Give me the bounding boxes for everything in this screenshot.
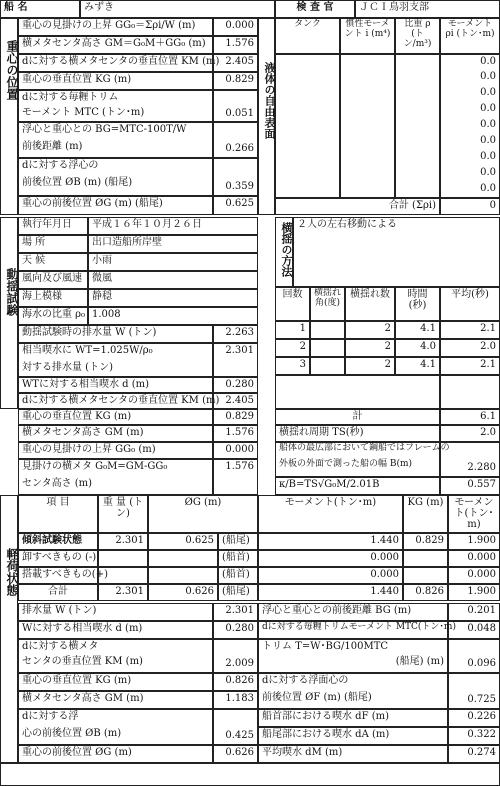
roll-breadth-label: 船体の最広部において鋼船ではフレームの bbox=[275, 442, 440, 459]
light-row-kg: 0.829 bbox=[403, 533, 448, 550]
test-gg0-value: 0.000 bbox=[213, 442, 258, 459]
light-og-header: ØG (m) bbox=[148, 495, 258, 533]
tank-total-value: 0 bbox=[440, 198, 500, 215]
roll-no-header: 回数 bbox=[275, 287, 310, 321]
center-row-label: 横メタセンタ高さ GM＝G₀M＋GG₀ (m) bbox=[18, 36, 213, 54]
light-right-label: 船尾部における喫水 dA (m) bbox=[258, 727, 448, 745]
test-kg-value: 0.829 bbox=[213, 409, 258, 425]
roll-blank-area bbox=[275, 375, 440, 409]
light-left-value: 2.009 bbox=[213, 639, 258, 673]
center-row-label: 重心の垂直位置 KG (m) bbox=[18, 72, 213, 90]
light-row-og bbox=[148, 550, 218, 567]
light-right-label: dに対する毎糎トリムモーメント MTC(トン･m) bbox=[258, 621, 448, 639]
roll-total-label: 計 bbox=[275, 409, 440, 425]
test-gg0-label: 重心の見掛けの上昇 GG₀ (m) bbox=[18, 442, 213, 459]
test-place-value: 出口造船所岸壁 bbox=[88, 235, 258, 253]
light-row-weight: 2.301 bbox=[98, 584, 148, 601]
light-right-value: 0.201 bbox=[448, 603, 500, 621]
roll-k-value: 0.557 bbox=[440, 477, 500, 495]
center-row-label: 重心の見掛けの上昇 GG₀＝Σρi/W (m) bbox=[18, 18, 213, 36]
light-right-value: 0.274 bbox=[448, 745, 500, 763]
light-left-label: 排水量 W (トン) bbox=[18, 603, 213, 621]
center-row-value: 2.405 bbox=[213, 54, 258, 72]
tank-total-label: 合計 (Σρi) bbox=[275, 198, 440, 215]
roll-breadth-value: 2.280 bbox=[440, 442, 500, 477]
test-weather-value: 小雨 bbox=[88, 253, 258, 271]
light-right-value: 0.226 bbox=[448, 709, 500, 727]
center-row-label: 前後距離 (m) bbox=[18, 140, 213, 158]
light-row-moment: 0.000 bbox=[258, 550, 403, 567]
tank-names-column bbox=[275, 54, 340, 198]
light-left-value: 0.626 bbox=[213, 745, 258, 763]
test-gm-label: 横メタセンタ高さ GM (m) bbox=[18, 425, 213, 442]
light-right-label: 平均喫水 dM (m) bbox=[258, 745, 448, 763]
test-wind-label: 風向及び風速 bbox=[18, 271, 88, 289]
test-gm-value: 1.576 bbox=[213, 425, 258, 442]
roll-period-label: 横揺れ周期 TS(秒) bbox=[275, 425, 440, 442]
light-row-item: 卸すべきもの (-) bbox=[18, 550, 98, 567]
center-row-value: 0.266 bbox=[213, 122, 258, 158]
light-left-label: Wに対する相当喫水 d (m) bbox=[18, 621, 213, 639]
light-left-label: dに対する浮 bbox=[18, 709, 213, 727]
light-row-moment2: 1.900 bbox=[448, 533, 500, 550]
roll-row-time: 4.0 bbox=[395, 339, 440, 357]
test-date-label: 執行年月日 bbox=[18, 217, 88, 235]
center-row-value: 0.625 bbox=[213, 196, 258, 215]
roll-row-avg: 2.0 bbox=[440, 339, 500, 357]
test-seawater-label: 海水の比重 ρ₀ bbox=[18, 307, 88, 325]
roll-row-time: 4.1 bbox=[395, 321, 440, 339]
ship-name-value: みずき bbox=[80, 0, 275, 18]
test-disp-value: 2.263 bbox=[213, 325, 258, 343]
light-row-weight bbox=[98, 550, 148, 567]
roll-row-no: 1 bbox=[275, 321, 310, 339]
light-moment-header: モーメント(トン･m) bbox=[258, 495, 403, 533]
roll-period-value: 2.0 bbox=[440, 425, 500, 442]
tank-rho-i-value: 0.0 bbox=[440, 150, 500, 166]
test-wt-draft-value: 0.280 bbox=[213, 377, 258, 393]
light-row-og: 0.625 bbox=[148, 533, 218, 550]
tank-header: タンク bbox=[275, 18, 340, 54]
center-row-value: 0.359 bbox=[213, 158, 258, 196]
center-row-value: 0.051 bbox=[213, 90, 258, 122]
light-right-value: 0.322 bbox=[448, 727, 500, 745]
center-row-label: 前後位置 ØB (m) (船尾) bbox=[18, 176, 213, 196]
light-left-label: 横メタセンタ高さ GM (m) bbox=[18, 691, 213, 709]
test-km-label: dに対する横メタセンタの垂直位置 KM (m) bbox=[18, 393, 213, 409]
light-right-value: 0.096 bbox=[448, 639, 500, 673]
light-row-dir: (船首) bbox=[218, 567, 258, 584]
tank-rho-i-value: 0.0 bbox=[440, 118, 500, 134]
light-left-value: 0.280 bbox=[213, 621, 258, 639]
light-right-value: 0.725 bbox=[448, 673, 500, 709]
center-row-value: 0.829 bbox=[213, 72, 258, 90]
roll-time-header: 時間(秒) bbox=[395, 287, 440, 321]
test-corr-value: 2.301 bbox=[213, 343, 258, 377]
light-section-box bbox=[0, 495, 18, 763]
tank-moment-header: 慣性モーメント i (m⁴) bbox=[340, 18, 395, 54]
light-row-moment: 0.000 bbox=[258, 567, 403, 584]
tank-rho-i-value: 0.0 bbox=[440, 86, 500, 102]
light-row-item: 搭載すべきもの(+) bbox=[18, 567, 98, 584]
light-row-og bbox=[148, 567, 218, 584]
light-right-label: dに対する浮面心の bbox=[258, 673, 448, 691]
test-disp-label: 動揺試験時の排水量 W (トン) bbox=[18, 325, 213, 343]
light-row-moment: 1.440 bbox=[258, 533, 403, 550]
tank-rho-i-value: 0.0 bbox=[440, 70, 500, 86]
light-right-label: 浮心と重心との前後距離 BG (m) bbox=[258, 603, 448, 621]
tank-density-header: 比重 ρ (トン/m³) bbox=[395, 18, 440, 54]
light-left-value: 0.826 bbox=[213, 673, 258, 691]
light-left-label: dに対する横メタ bbox=[18, 639, 213, 655]
roll-k-label: κ/B=TS√G₀M/2.01B bbox=[275, 477, 440, 495]
light-row-moment: 1.440 bbox=[258, 584, 403, 601]
tank-rho-i-header: モーメント ρi (トン･m) bbox=[440, 18, 500, 54]
light-weight-header: 重 量 (トン) bbox=[98, 495, 148, 533]
method-label: 横揺の方法 bbox=[280, 222, 293, 277]
light-row-dir: (船首) bbox=[218, 550, 258, 567]
light-row-dir: (船尾) bbox=[218, 584, 258, 601]
test-date-value: 平成１６年１０月２６日 bbox=[88, 217, 258, 235]
light-kg-header: KG (m) bbox=[403, 495, 448, 533]
test-sea-label: 海上模様 bbox=[18, 289, 88, 307]
center-row-label: dに対する横メタセンタの垂直位置 KM (m) bbox=[18, 54, 213, 72]
test-seawater-value: 1.008 bbox=[88, 307, 258, 325]
light-left-value: 0.425 bbox=[213, 709, 258, 745]
light-row-weight: 2.301 bbox=[98, 533, 148, 550]
light-row-item: 傾斜試験状態 bbox=[18, 533, 98, 550]
test-wt-draft-label: WTに対する相当喫水 d (m) bbox=[18, 377, 213, 393]
test-g0m-label: 見掛けの横メタ G₀M=GM-GG₀ bbox=[18, 459, 213, 477]
light-row-moment2: 0.000 bbox=[448, 567, 500, 584]
test-g0m-label2: センタ高さ (m) bbox=[18, 477, 213, 495]
light-row-kg: 0.826 bbox=[403, 584, 448, 601]
roll-angle-header: 横揺れ角(度) bbox=[310, 287, 345, 321]
test-corr-label2: 対する排水量 (トン) bbox=[18, 361, 213, 377]
light-left-value: 2.301 bbox=[213, 603, 258, 621]
test-km-value: 2.405 bbox=[213, 393, 258, 409]
roll-blank-area-right bbox=[440, 375, 500, 409]
method-value: ２人の左右移動による bbox=[293, 217, 500, 287]
light-left-value: 1.183 bbox=[213, 691, 258, 709]
test-wind-value: 微風 bbox=[88, 271, 258, 289]
inspector-value: ＪＣＩ鳥羽支部 bbox=[355, 0, 500, 18]
roll-row-no: 3 bbox=[275, 357, 310, 375]
center-row-label: モーメント MTC (トン･m) bbox=[18, 106, 213, 122]
roll-row-avg: 2.1 bbox=[440, 357, 500, 375]
test-corr-label: 相当喫水に WT=1.025W/ρ₀ bbox=[18, 343, 213, 361]
light-left-label: 重心の垂直位置 KG (m) bbox=[18, 673, 213, 691]
tank-rho-i-value: 0.0 bbox=[440, 54, 500, 70]
test-section-label: 動揺試験 bbox=[5, 268, 19, 316]
tank-density-column bbox=[395, 54, 440, 198]
ship-name-label: 船 名 bbox=[0, 0, 80, 18]
roll-row-count: 2 bbox=[345, 339, 395, 357]
light-right-label: 船首部における喫水 dF (m) bbox=[258, 709, 448, 727]
light-left-label: 心の前後位置 ØB (m) bbox=[18, 727, 213, 745]
test-g0m-value: 1.576 bbox=[213, 459, 258, 495]
roll-breadth-label2: 外板の外面で測った船の幅 B(m) bbox=[275, 459, 440, 477]
roll-total-value: 6.1 bbox=[440, 409, 500, 425]
test-kg-label: 重心の垂直位置 KG (m) bbox=[18, 409, 213, 425]
test-weather-label: 天 候 bbox=[18, 253, 88, 271]
light-left-label: 重心の前後位置 ØG (m) bbox=[18, 745, 213, 763]
center-row-label: 浮心と重心との BG=MTC-100T/W bbox=[18, 122, 213, 140]
roll-row-no: 2 bbox=[275, 339, 310, 357]
center-row-label: dに対する浮心の bbox=[18, 158, 213, 176]
light-item-header: 項 目 bbox=[18, 495, 98, 533]
test-sea-value: 静穏 bbox=[88, 289, 258, 307]
light-row-item: 合計 bbox=[18, 584, 98, 601]
light-row-moment2: 1.900 bbox=[448, 584, 500, 601]
roll-row-count: 2 bbox=[345, 321, 395, 339]
tank-rho-i-value: 0.0 bbox=[440, 134, 500, 150]
inspector-label: 検 査 官 bbox=[275, 0, 355, 18]
light-right-value: 0.048 bbox=[448, 621, 500, 639]
tank-rho-i-value: 0.0 bbox=[440, 182, 500, 198]
roll-row-angle bbox=[310, 339, 345, 357]
tank-rho-i-value: 0.0 bbox=[440, 166, 500, 182]
tank-moment-column bbox=[340, 54, 395, 198]
light-row-kg bbox=[403, 567, 448, 584]
light-right-label: 前後位置 ØF (m) (船尾) bbox=[258, 691, 448, 709]
light-row-weight bbox=[98, 567, 148, 584]
light-row-kg bbox=[403, 550, 448, 567]
center-row-label: 重心の前後位置 ØG (m) (船尾) bbox=[18, 196, 213, 215]
center-row-label: dに対する毎糎トリム bbox=[18, 90, 213, 106]
center-row-value: 0.000 bbox=[213, 18, 258, 36]
bottom-blank-row bbox=[0, 763, 500, 786]
light-row-moment2: 0.000 bbox=[448, 550, 500, 567]
light-right-label: トリム T=W･BG/100MTC bbox=[258, 639, 448, 655]
roll-row-angle bbox=[310, 321, 345, 339]
roll-row-angle bbox=[310, 357, 345, 375]
light-left-label: センタの垂直位置 KM (m) bbox=[18, 655, 213, 673]
roll-row-avg: 2.1 bbox=[440, 321, 500, 339]
light-moment2-header: モーメント(トン･m) bbox=[448, 495, 500, 533]
roll-avg-header: 平均(秒) bbox=[440, 287, 500, 321]
light-row-dir: (船尾) bbox=[218, 533, 258, 550]
light-row-og: 0.626 bbox=[148, 584, 218, 601]
center-section-label: 重心の位置 bbox=[5, 40, 19, 100]
roll-row-time: 4.1 bbox=[395, 357, 440, 375]
roll-count-header: 横揺れ数 bbox=[345, 287, 395, 321]
light-right-label: (船尾) (m) bbox=[258, 655, 448, 673]
roll-row-count: 2 bbox=[345, 357, 395, 375]
test-place-label: 場 所 bbox=[18, 235, 88, 253]
free-liquid-label: 液体の自由表面 bbox=[263, 62, 276, 139]
light-section-label: 軽荷状態 bbox=[5, 548, 19, 596]
tank-rho-i-value: 0.0 bbox=[440, 102, 500, 118]
center-row-value: 1.576 bbox=[213, 36, 258, 54]
